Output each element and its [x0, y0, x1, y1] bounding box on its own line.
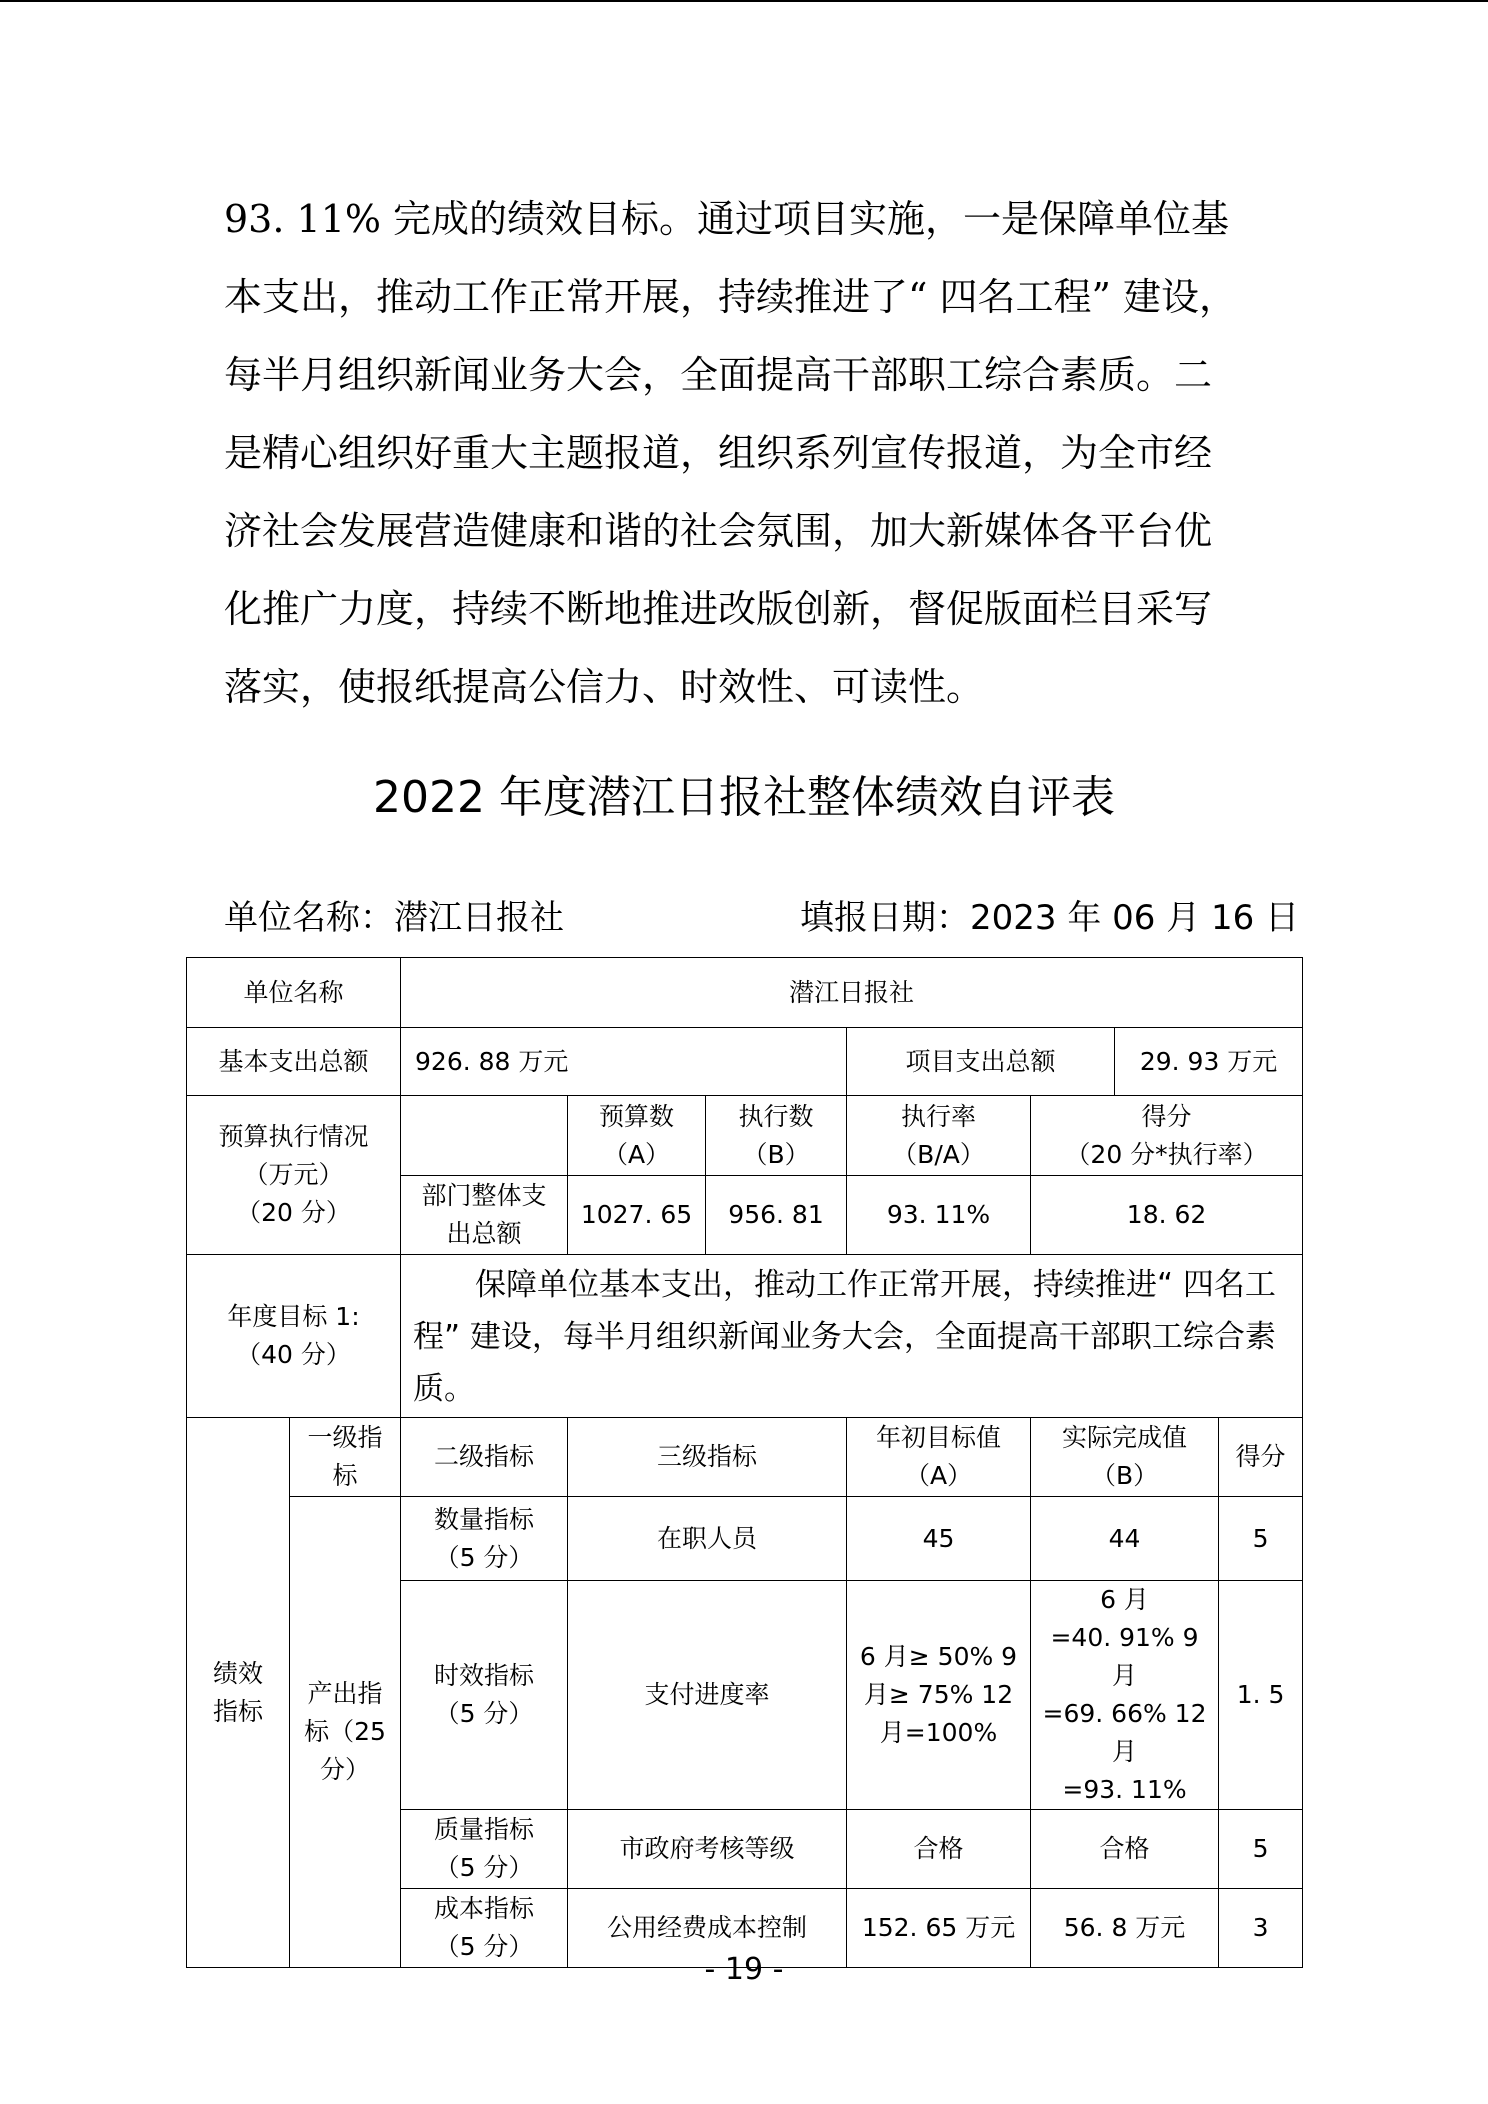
performance-indicator-label: 绩效 指标	[187, 1418, 290, 1968]
table-row	[187, 958, 1303, 1028]
empty-cell	[401, 1096, 568, 1176]
paragraph-line: 是精心组织好重大主题报道，组织系列宣传报道，为全市经	[224, 431, 1213, 475]
project-expense-header: 项目支出总额	[847, 1028, 1115, 1096]
target-cell: 合格	[847, 1810, 1031, 1889]
target-cell: 152. 65 万元	[847, 1889, 1031, 1968]
level3-cell: 支付进度率	[568, 1581, 847, 1810]
actual-cell: 6 月 =40. 91% 9 月 =69. 66% 12 月 =93. 11%	[1031, 1581, 1219, 1810]
dept-score-value: 18. 62	[1031, 1176, 1303, 1255]
target-cell: 45	[847, 1497, 1031, 1581]
basic-expense-header: 基本支出总额	[187, 1028, 401, 1096]
annual-goal-text: 保障单位基本支出，推动工作正常开展，持续推进“ 四名工程” 建设，每半月组织新闻业务大会，全面提高干部职工综合素质。	[401, 1255, 1303, 1418]
actual-cell: 合格	[1031, 1810, 1219, 1889]
dept-total-label: 部门整体支 出总额	[401, 1176, 568, 1255]
output-indicator-label: 产出指 标（25 分）	[290, 1497, 401, 1968]
table-title: 2022 年度潜江日报社整体绩效自评表	[373, 772, 1115, 823]
table-row	[187, 1255, 1303, 1418]
level3-cell: 公用经费成本控制	[568, 1889, 847, 1968]
performance-table	[186, 957, 1303, 1968]
unit-name-value: 潜江日报社	[401, 958, 1303, 1028]
level3-header: 三级指标	[568, 1418, 847, 1497]
dept-rate-value: 93. 11%	[847, 1176, 1031, 1255]
level3-cell: 市政府考核等级	[568, 1810, 847, 1889]
paragraph-line: 落实，使报纸提高公信力、时效性、可读性。	[224, 665, 985, 709]
exec-header: 执行数 （B）	[706, 1096, 847, 1176]
budget-header: 预算数 （A）	[568, 1096, 706, 1176]
annual-goal-label: 年度目标 1: （40 分）	[187, 1255, 401, 1418]
level2-header: 二级指标	[401, 1418, 568, 1497]
fill-date-line: 填报日期：2023 年 06 月 16 日	[800, 898, 1300, 938]
rate-header: 执行率 （B/A）	[847, 1096, 1031, 1176]
page-number: - 19 -	[704, 1952, 784, 1987]
level2-cell: 成本指标 （5 分）	[401, 1889, 568, 1968]
level2-cell: 时效指标 （5 分）	[401, 1581, 568, 1810]
level2-cell: 质量指标 （5 分）	[401, 1810, 568, 1889]
score-cell: 5	[1219, 1497, 1303, 1581]
unit-name-header: 单位名称	[187, 958, 401, 1028]
score-cell: 5	[1219, 1810, 1303, 1889]
paragraph-line: 济社会发展营造健康和谐的社会氛围，加大新媒体各平台优	[224, 509, 1213, 553]
body-paragraph	[224, 180, 1264, 726]
paragraph-line: 93. 11% 完成的绩效目标。通过项目实施，一是保障单位基	[224, 197, 1230, 241]
budget-score-header: 得分 （20 分*执行率）	[1031, 1096, 1303, 1176]
target-header: 年初目标值 （A）	[847, 1418, 1031, 1497]
table-row	[187, 1028, 1303, 1096]
project-expense-value: 29. 93 万元	[1115, 1028, 1303, 1096]
paragraph-line: 化推广力度，持续不断地推进改版创新，督促版面栏目采写	[224, 587, 1213, 631]
level2-cell: 数量指标 （5 分）	[401, 1497, 568, 1581]
score-header: 得分	[1219, 1418, 1303, 1497]
top-border-line	[0, 0, 1488, 2]
budget-execution-label: 预算执行情况 （万元） （20 分）	[187, 1096, 401, 1255]
table-row	[187, 1497, 1303, 1581]
level1-header: 一级指 标	[290, 1418, 401, 1497]
paragraph-line: 每半月组织新闻业务大会，全面提高干部职工综合素质。二	[224, 353, 1213, 397]
score-cell: 1. 5	[1219, 1581, 1303, 1810]
actual-cell: 44	[1031, 1497, 1219, 1581]
paragraph-line: 本支出，推动工作正常开展，持续推进了“ 四名工程” 建设，	[224, 275, 1238, 319]
dept-exec-value: 956. 81	[706, 1176, 847, 1255]
target-cell: 6 月≥ 50% 9 月≥ 75% 12 月=100%	[847, 1581, 1031, 1810]
unit-name-line: 单位名称：潜江日报社	[224, 898, 564, 938]
actual-header: 实际完成值 （B）	[1031, 1418, 1219, 1497]
basic-expense-value: 926. 88 万元	[401, 1028, 847, 1096]
table-row	[187, 1096, 1303, 1176]
level3-cell: 在职人员	[568, 1497, 847, 1581]
table-row	[187, 1418, 1303, 1497]
dept-budget-value: 1027. 65	[568, 1176, 706, 1255]
actual-cell: 56. 8 万元	[1031, 1889, 1219, 1968]
score-cell: 3	[1219, 1889, 1303, 1968]
